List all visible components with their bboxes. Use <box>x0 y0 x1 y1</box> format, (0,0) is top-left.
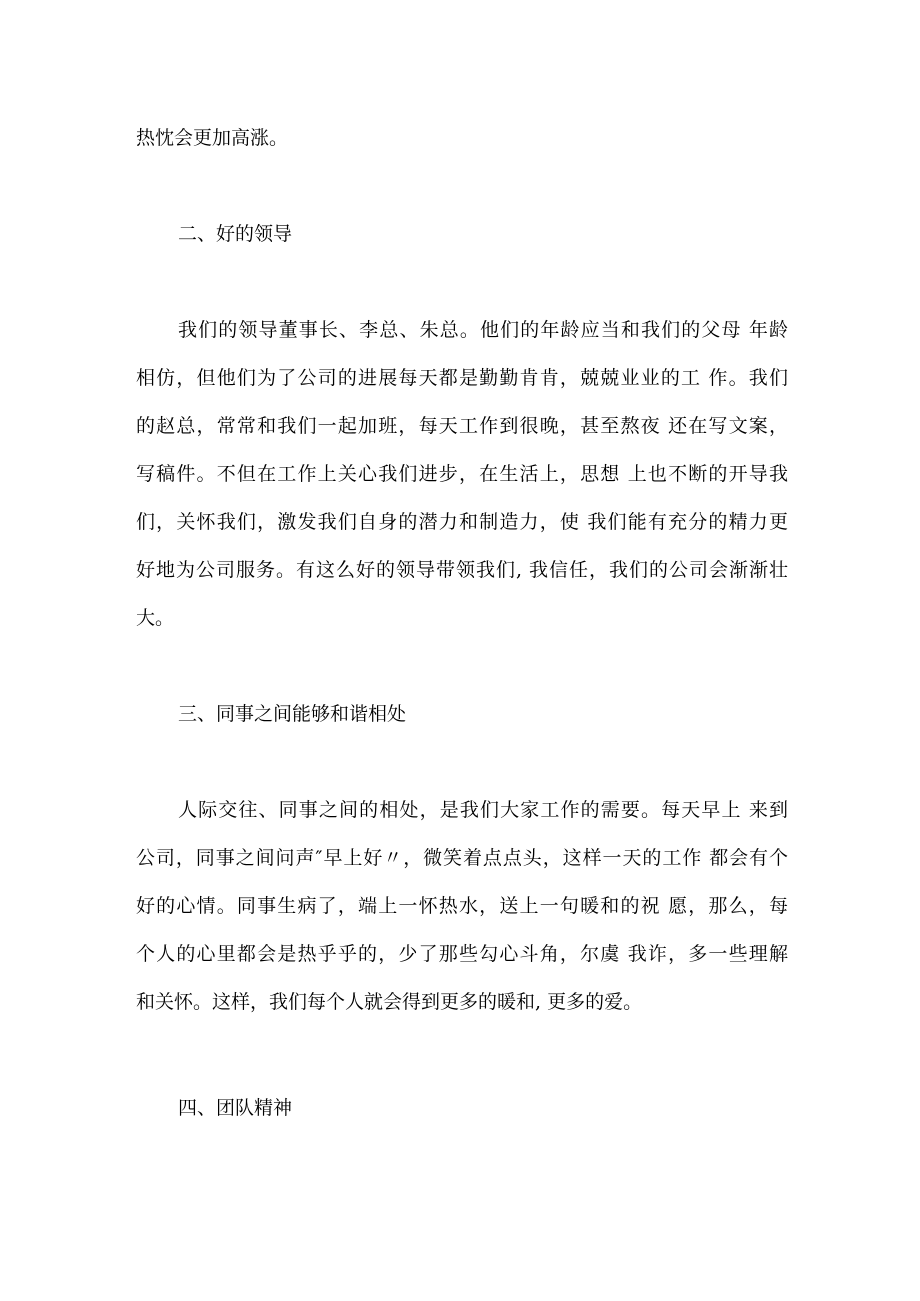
paragraph-line: 相仿，但他们为了公司的进展每天都是勤勤肯肯，兢兢业业的工 作。我们 <box>136 367 788 389</box>
section-heading-colleagues: 三、同事之间能够和谐相处 <box>178 703 407 725</box>
paragraph-line: 的赵总，常常和我们一起加班，每天工作到很晚，甚至熬夜 还在写文案， <box>136 415 788 437</box>
paragraph-continuation: 热忱会更加高涨。 <box>136 127 289 149</box>
paragraph-line: 写稿件。不但在工作上关心我们进步，在生活上，思想 上也不断的开导我 <box>136 463 788 485</box>
paragraph-line: 公司，同事之间问声″早上好〃，微笑着点点头，这样一天的工作 都会有个 <box>136 847 788 869</box>
paragraph-line: 人际交往、同事之间的相处，是我们大家工作的需要。每天早上 来到 <box>178 799 788 821</box>
paragraph-line: 好地为公司服务。有这么好的领导带领我们, 我信任，我们的公司会渐渐壮 <box>136 559 788 581</box>
paragraph-line: 和关怀。这样，我们每个人就会得到更多的暖和, 更多的爱。 <box>136 991 643 1013</box>
paragraph-line: 个人的心里都会是热乎乎的，少了那些勾心斗角，尔虞 我诈，多一些理解 <box>136 943 788 965</box>
paragraph-line: 们，关怀我们，激发我们自身的潜力和制造力，使 我们能有充分的精力更 <box>136 511 788 533</box>
section-heading-leadership: 二、好的领导 <box>178 223 293 245</box>
paragraph-line: 大。 <box>136 607 175 629</box>
paragraph-line: 好的心情。同事生病了，端上一怀热水，送上一句暖和的祝 愿，那么，每 <box>136 895 788 917</box>
paragraph-line: 我们的领导董事长、李总、朱总。他们的年龄应当和我们的父母 年龄 <box>178 319 788 341</box>
section-heading-team-spirit: 四、团队精神 <box>178 1097 293 1119</box>
